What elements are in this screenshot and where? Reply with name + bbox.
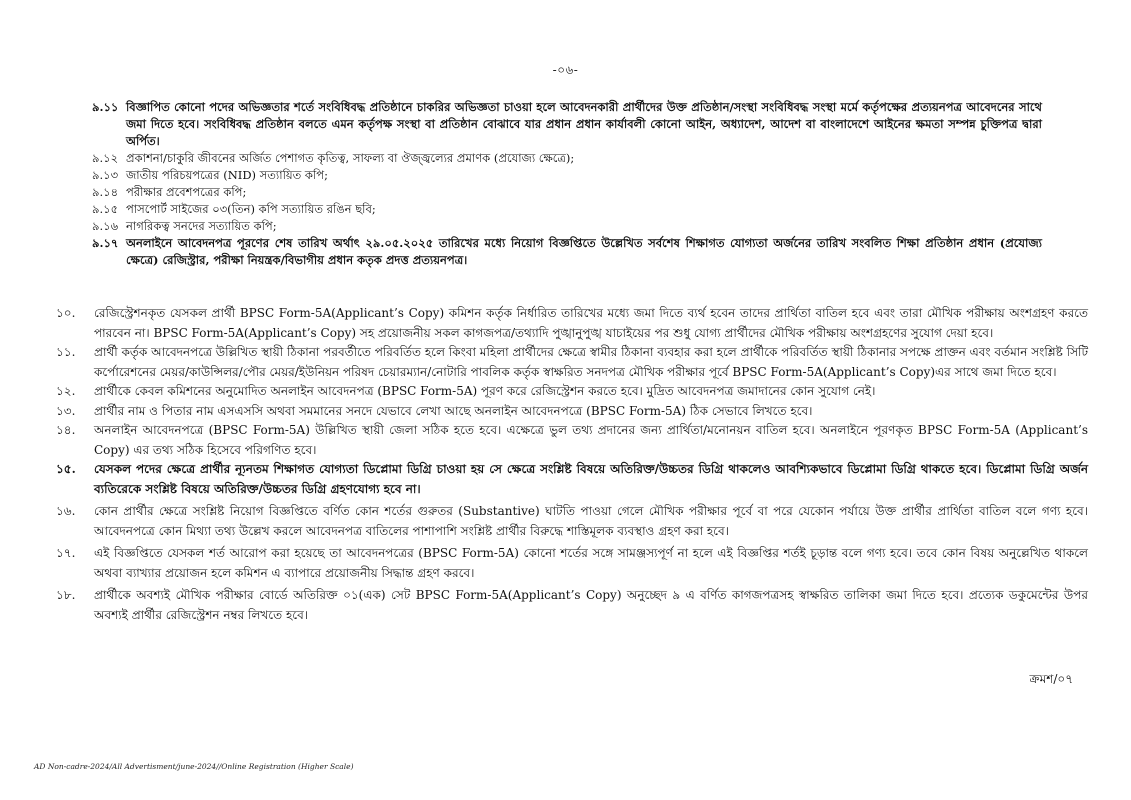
item-text: যেসকল পদের ক্ষেত্রে প্রার্থীর ন্যূনতম শিক্ষাগত যোগ্যতা ডিপ্লোমা ডিগ্রি চাওয়া হয় সে ক্ষেত্রে সংশ্লিষ্ট বিষয়ে অতিরিক্ত/উচ্চতর ডিগ্রি থাকলেও আবশ্যিকভাবে ডিপ্লোমা ডিগ্রি থাকতে হবে। ডিপ্লোমা ডিগ্রি অর্জন ব্যতিরেকে সংশ্লিষ্ট বিষয়ে অতিরিক্ত/উচ্চতর ডিগ্রি গ্রহণযোগ্য হবে না। [94,462,1088,496]
page-number: -০৬- [552,63,579,77]
item-14 [54,421,1088,460]
item-10 [54,304,1088,343]
sub-item-number: ৯.১১ [92,100,119,114]
item-17 [54,544,1088,583]
item-text: প্রার্থীকে অবশ্যই মৌখিক পরীক্ষার বোর্ডে অতিরিক্ত ০১(এক) সেট BPSC Form-5A(Applicant’s Copy) অনুচ্ছেদ ৯ এ বর্ণিত কাগজপত্রসহ স্বাক্ষরিত তালিকা জমা দিতে হবে। প্রত্যেক ডকুমেন্টের উপর অবশ্যই প্রার্থীর রেজিস্ট্রেশন নম্বর লিখতে হবে। [94,588,1088,622]
continued-label: ক্রমশ/০৭ [1029,672,1073,686]
item-number: ১২. [56,384,76,398]
item-number: ১৫. [56,462,76,476]
sub-item-text: জাতীয় পরিচয়পত্রের (NID) সত্যায়িত কপি; [126,168,328,182]
sub-item-number: ৯.১৪ [92,185,119,199]
item-text: প্রার্থীর নাম ও পিতার নাম এসএসসি অথবা সমমানের সনদে যেভাবে লেখা আছে অনলাইন আবেদনপত্রে (BPSC Form-5A) ঠিক সেভাবে লিখতে হবে। [94,403,813,418]
item-text: রেজিস্ট্রেশনকৃত যেসকল প্রার্থী BPSC Form-5A(Applicant’s Copy) কমিশন কর্তৃক নির্ধারিত তারিখের মধ্যে জমা দিতে ব্যর্থ হবেন তাদের প্রার্থিতা বাতিল হবে এবং তারা মৌখিক পরীক্ষায় অংশগ্রহণ করতে পারবেন না। BPSC Form-5A(Applicant’s Copy) সহ প্রয়োজনীয় সকল কাগজপত্র/তথ্যাদি পুঙ্খানুপুঙ্খ যাচাইয়ের পর শুধু যোগ্য প্রার্থীদের মৌখিক পরীক্ষায় অংশগ্রহণের সুযোগ দেয়া হবে। [94,306,1088,340]
sub-item-text: অনলাইনে আবেদনপত্র পূরণের শেষ তারিখ অর্থাৎ ২৯.০৫.২০২৫ তারিখের মধ্যে নিয়োগ বিজ্ঞপ্তিতে উল্লেখিত সর্বশেষ শিক্ষাগত যোগ্যতা অর্জনের তারিখ সংবলিত শিক্ষা প্রতিষ্ঠান প্রধান (প্রযোজ্য ক্ষেত্রে) রেজিস্ট্রার, পরীক্ষা নিয়ন্ত্রক/বিভাগীয় প্রধান কতৃক প্রদত্ত প্রত্যয়নপত্র। [126,236,1042,267]
item-number: ১০. [56,306,76,320]
item-text: কোন প্রার্থীর ক্ষেত্রে সংশ্লিষ্ট নিয়োগ বিজ্ঞপ্তিতে বর্ণিত কোন শর্তের গুরুতর (Substantive) ঘাটতি পাওয়া গেলে মৌখিক পরীক্ষার পূর্বে বা পরে যেকোন পর্যায়ে উক্ত প্রার্থীর প্রার্থিতা বাতিল বলে গণ্য হবে। আবেদনপত্রে কোন মিথ্যা তথ্য উল্লেখ করলে আবেদনপত্র বাতিলের পাশাপাশি সংশ্লিষ্ট প্রার্থীর বিরুদ্ধে শাস্তিমূলক ব্যবস্থাও গ্রহণ করা হবে। [94,504,1088,538]
sub-item-text: পাসপোর্ট সাইজের ০৩(তিন) কপি সত্যায়িত রঙিন ছবি; [126,202,376,216]
sub-item-text: নাগরিকত্ব সনদের সত্যায়িত কপি; [126,219,277,233]
item-16 [54,502,1088,541]
sub-item-9-12 [92,150,1042,167]
item-number: ১৮. [56,588,76,602]
sub-item-number: ৯.১২ [92,151,119,165]
item-text: অনলাইন আবেদনপত্রে (BPSC Form-5A) উল্লিখিত স্থায়ী জেলা সঠিক হতে হবে। এক্ষেত্রে ভুল তথ্য প্রদানের জন্য প্রার্থিতা/মনোনয়ন বাতিল হবে। অনলাইনে পূরণকৃত BPSC Form-5A (Applicant’s Copy) এর তথ্য সঠিক হিসেবে পরিগণিত হবে। [94,423,1088,457]
sub-item-list [92,99,1042,269]
item-number: ১৪. [56,423,76,437]
item-15 [54,460,1088,499]
sub-item-text: প্রকাশনা/চাকুরি জীবনের অর্জিত পেশাগত কৃতিত্ব, সাফল্য বা ঔজ্জ্বল্যের প্রমাণক (প্রযোজ্য ক্ষেত্রে); [126,151,575,165]
item-12 [54,382,1088,402]
sub-item-text: বিজ্ঞাপিত কোনো পদের অভিজ্ঞতার শর্তে সংবিধিবদ্ধ প্রতিষ্ঠানে চাকরির অভিজ্ঞতা চাওয়া হলে আবেদনকারী প্রার্থীদের উক্ত প্রতিষ্ঠান/সংস্থা সংবিধিবদ্ধ সংস্থা মর্মে কর্তৃপক্ষের প্রত্যয়নপত্র আবেদনের সাথে জমা দিতে হবে। সংবিধিবদ্ধ প্রতিষ্ঠান বলতে এমন কর্তৃপক্ষ সংস্থা বা প্রতিষ্ঠান বোঝাবে যার প্রধান প্রধান কার্যাবলী কোনো আইন, অধ্যাদেশ, আদেশ বা বাংলাদেশে আইনের ক্ষমতা সম্পন্ন চুক্তিপত্র দ্বারা অর্পিত। [126,100,1042,148]
sub-item-number: ৯.১৫ [92,202,119,216]
item-number: ১৬. [56,504,76,518]
sub-item-9-11 [92,99,1042,150]
item-text: প্রার্থীকে কেবল কমিশনের অনুমোদিত অনলাইন আবেদনপত্র (BPSC Form-5A) পূরণ করে রেজিস্ট্রেশন করতে হবে। মুদ্রিত আবেদনপত্র জমাদানের কোন সুযোগ নেই। [94,384,876,398]
sub-item-number: ৯.১৭ [92,236,119,250]
item-13 [54,402,1088,422]
sub-item-text: পরীক্ষার প্রবেশপত্রের কপি; [126,185,247,199]
item-number: ১১. [56,345,76,359]
sub-item-9-15 [92,201,1042,218]
sub-item-number: ৯.১৬ [92,219,119,233]
sub-item-9-16 [92,218,1042,235]
footer-reference: AD Non-cadre-2024/All Advertisment/june-2024//Online Registration (Higher Scale) [34,762,354,771]
item-number: ১৩. [56,403,76,418]
sub-item-9-17 [92,235,1042,269]
item-text: প্রার্থী কর্তৃক আবেদনপত্রে উল্লিখিত স্থায়ী ঠিকানা পরবর্তীতে পরিবর্তিত হলে কিংবা মহিলা প্রার্থীদের ক্ষেত্রে স্বামীর ঠিকানা ব্যবহার করা হলে প্রার্থীকে পরিবর্তিত স্থায়ী ঠিকানার সপক্ষে প্রাক্তন এবং বর্তমান সংশ্লিষ্ট সিটি কর্পোরেশনের মেয়র/কাউন্সিলর/পৌর মেয়র/ইউনিয়ন পরিষদ চেয়ারম্যান/নোটারি পাবলিক কর্তৃক স্বাক্ষরিত সনদপত্র মৌখিক পরীক্ষার পূর্বে BPSC Form-5A(Applicant’s Copy)এর সাথে জমা দিতে হবে। [94,345,1088,379]
item-text: এই বিজ্ঞপ্তিতে যেসকল শর্ত আরোপ করা হয়েছে তা আবেদনপত্রের (BPSC Form-5A) কোনো শর্তের সঙ্গে সামঞ্জস্যপূর্ণ না হলে এই বিজ্ঞপ্তির শর্তই চূড়ান্ত বলে গণ্য হবে। তবে কোন বিষয় অনুল্লেখিত থাকলে অথবা ব্যাখ্যার প্রয়োজন হলে কমিশন এ ব্যাপারে প্রয়োজনীয় সিদ্ধান্ত গ্রহণ করবে। [94,546,1088,580]
sub-item-9-14 [92,184,1042,201]
numbered-item-list [54,304,1088,625]
item-18 [54,586,1088,625]
item-11 [54,343,1088,382]
sub-item-number: ৯.১৩ [92,168,119,182]
item-number: ১৭. [56,546,76,560]
sub-item-9-13 [92,167,1042,184]
